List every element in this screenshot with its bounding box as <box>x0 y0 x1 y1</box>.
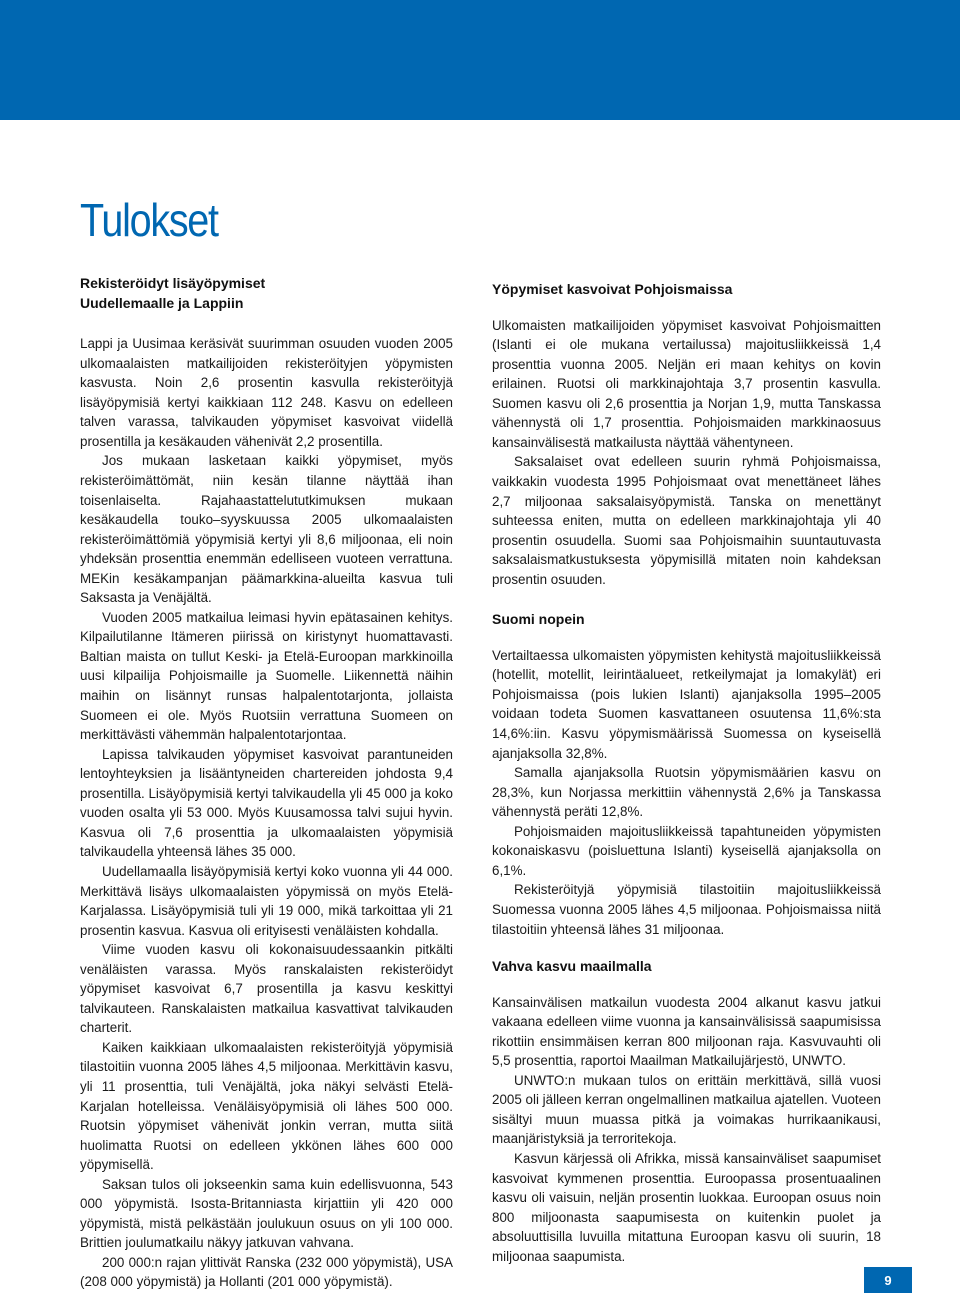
paragraph: 200 000:n rajan ylittivät Ranska (232 000 yöpymistä), USA (208 000 yöpymistä) ja Hollanti (201 000 yöpymistä). <box>80 1254 453 1290</box>
left-heading <box>80 274 453 313</box>
paragraph: Lapissa talvikauden yöpymiset kasvoivat parantuneiden lentoyhteyksien ja lisääntyneiden chartereiden johdosta 9,4 prosentilla. Lisäyöpymisiä kertyi talvikaudella yli 45 000 ja koko vuoden osalta yli 53 000. Myös Kuusamossa talvi sujui hyvin. Kasvua oli 7,6 prosenttia ja ulkomaalaisten yöpymisiä talvikaudella yhteensä lähes 35 000. <box>80 746 453 860</box>
page-number: 9 <box>864 1267 912 1293</box>
paragraph: Kasvun kärjessä oli Afrikka, missä kansainväliset saapumiset kasvoivat kymmenen prosenttia. Euroopassa prosentuaalinen kasvu oli vaisuin, neljän prosentin luokkaa. Euroopan osuus noin 800 miljoonasta saapumisesta on kuitenkin puolet ja absoluuttisilla luvuilla mitattuna Euroopan kasvu oli suurin, 18 miljoonaa saapumista. <box>492 1151 881 1264</box>
paragraph: Kaiken kaikkiaan ulkomaalaisten rekisteröityjä yöpymisiä tilastoitiin vuonna 2005 lähes 4,5 miljoonaa. Merkittävin kasvu, yli 11 prosenttia, tuli Venäjältä, joka näkyi selvästi Etelä-Karjalan hotelleissa. Venäläisyöpymisiä oli lähes 500 000. Ruotsin yöpymiset vähenivät jonkin verran, mutta siitä huolimatta Ruotsi on edelleen ykkönen lähes 600 000 yöpymisellä. <box>80 1039 453 1173</box>
left-heading-line1: Rekisteröidyt lisäyöpymiset <box>80 275 266 291</box>
paragraph: Rekisteröityjä yöpymisiä tilastoitiin majoitusliikkeissä Suomessa vuonna 2005 lähes 4,5 miljoonaa. Pohjoismaissa niitä tilastoitiin yhteensä lähes 31 miljoonaa. <box>492 882 881 937</box>
right-column <box>492 280 881 1266</box>
paragraph: Vertailtaessa ulkomaisten yöpymisten kehitystä majoitusliikkeissä (hotellit, motellit, leirintäalueet, retkeilymajat ja lomakylät) eri Pohjoismaissa (pois lukien Islanti) ajanjaksolla 1995–2005 voidaan todeta Suomen kasvattaneen osuutensa 11,6%:sta 14,6%:iin. Kasvu yöpymismäärissä Suomessa on kyseisellä ajanjaksolla 32,8%. <box>492 647 881 761</box>
paragraph: Vuoden 2005 matkailua leimasi hyvin epätasainen kehitys. Kilpailutilanne Itämeren piirissä on kiristynyt huomattavasti. Baltian maista on tullut Keski- ja Etelä-Euroopan markkinoilla uusi kilpailija Pohjoismaille ja Suomelle. Liikennettä näihin maihin on lisännyt runsas halpalentotarjonta, jollaista Suomeen ei ole. Myös Ruotsiin verrattuna Suomeen on merkittävästi vähemmän halpalentotarjontaa. <box>80 609 453 743</box>
paragraph: Pohjoismaiden majoitusliikkeissä tapahtuneiden yöpymisten kokonaiskasvu (poisluettuna Islanti) kyseisellä ajanjaksolla on 6,1%. <box>492 823 881 878</box>
section-heading-finland: Suomi nopein <box>492 611 585 628</box>
left-column <box>80 274 453 1292</box>
top-color-band <box>0 0 960 120</box>
paragraph: Lappi ja Uusimaa keräsivät suurimman osuuden vuoden 2005 ulkomaalaisten matkailijoiden rekisteröityjen yöpymisten kasvusta. Noin 2,6 prosentin kasvulla rekisteröityjä lisäyöpymisiä kertyi kaikkiaan 112 248. Kasvu on edelleen talven varassa, talvikauden yöpymiset kasvoivat viidellä prosentilla ja kesäkauden vähenivät 2,2 prosentilla. <box>80 336 453 449</box>
paragraph: Saksalaiset ovat edelleen suurin ryhmä Pohjoismaissa, vaikkakin vuodesta 1995 Pohjoismaat ovat menettäneet lähes 2,7 miljoonaa saksalaisyöpymistä. Tanska on menettänyt suhteessa eniten, mutta on edelleen markkinajohtaja yli 40 prosentin osuudella. Suomi saa Pohjoismaihin suuntautuvasta saksalaismatkustuksesta yöpymisillä mitaten noin kahdeksan prosentin osuuden. <box>492 454 881 587</box>
paragraph: Ulkomaisten matkailijoiden yöpymiset kasvoivat Pohjoismaitten (Islanti ei ole mukana vertailussa) majoitusliikkeissä 1,4 prosenttia vuonna 2005. Neljän eri maan kehitys on kovin erilainen. Ruotsi oli markkinajohtaja 3,7 prosentin kasvulla. Suomen kasvu oli 2,6 prosenttia ja Norjan 1,9, mutta Tanskassa vähennystä oli 1,7 prosenttia. Pohjoismaiden markkinaosuus kansainvälisestä matkailusta näyttää vähentyneen. <box>492 317 881 450</box>
paragraph: Kansainvälisen matkailun vuodesta 2004 alkanut kasvu jatkui vakaana edelleen viime vuonna ja kansainvälisissä saapumisissa rikottiin ensimmäisen kerran 800 miljoonan raja. Kasvuvauhti oli 5,5 prosenttia, raportoi Maailman Matkailujärjestö, UNWTO. <box>492 994 881 1069</box>
paragraph: Jos mukaan lasketaan kaikki yöpymiset, myös rekisteröimättömät, niin kesän tilanne näyttää ihan toisenlaiselta. Rajahaastattelututkimuksen mukaan kesäkaudella touko–syyskuussa 2005 ulkomaalaisten rekisteröimättömiä yöpymisiä kertyi yli 8,6 miljoonaa, eli noin yhdeksän prosenttia enemmän edelliseen vuoteen verrattuna. MEKin kesäkampanjan päämarkkina-alueilta kasvua tuli Saksasta ja Venäjältä. <box>80 453 453 606</box>
section-heading-world: Vahva kasvu maailmalla <box>492 958 652 975</box>
paragraph: Samalla ajanjaksolla Ruotsin yöpymismäärien kasvu on 28,3%, kun Norjassa merkittiin vähennystä 2,6% ja Tanskassa vähennystä peräti 12,8%. <box>492 765 881 820</box>
left-heading-line2: Uudellemaalle ja Lappiin <box>80 294 244 311</box>
paragraph: Viime vuoden kasvu oli kokonaisuudessaankin pitkälti venäläisten varassa. Myös ranskalaisten rekisteröidyt yöpymiset kasvoivat 6,7 prosentilla ja kasvu keskittyi talvikauteen. Ranskalaisten matkailua kasvattivat talvikauden charterit. <box>80 942 453 1036</box>
paragraph: UNWTO:n mukaan tulos on erittäin merkittävä, sillä vuosi 2005 oli jälleen kerran ongelmallinen matkailua ajatellen. Vuoteen sisältyi muun muassa pitkä ja voimakas hurrikaanikausi, maanjäristyksiä ja terroritekoja. <box>492 1072 881 1147</box>
section-heading-nordic: Yöpymiset kasvoivat Pohjoismaissa <box>492 281 733 297</box>
page-title: Tulokset <box>80 194 218 246</box>
paragraph: Uudellamaalla lisäyöpymisiä kertyi koko vuonna yli 44 000. Merkittävä lisäys ulkomaalaisten yöpymissä on myös Etelä-Karjalassa. Lisäyöpymisiä tuli yli 19 000, mikä tarkoittaa yli 21 prosentin kasvua. Kasvua oli erityisesti venäläisten kohdalla. <box>80 863 453 938</box>
paragraph: Saksan tulos oli jokseenkin sama kuin edellisvuonna, 543 000 yöpymistä. Isosta-Britanniasta kirjattiin yli 420 000 yöpymistä, mistä pelkästään joulukuun osuus on yli 100 000. Brittien joulumatkailu näkyy jatkuvan vahvana. <box>80 1176 453 1251</box>
